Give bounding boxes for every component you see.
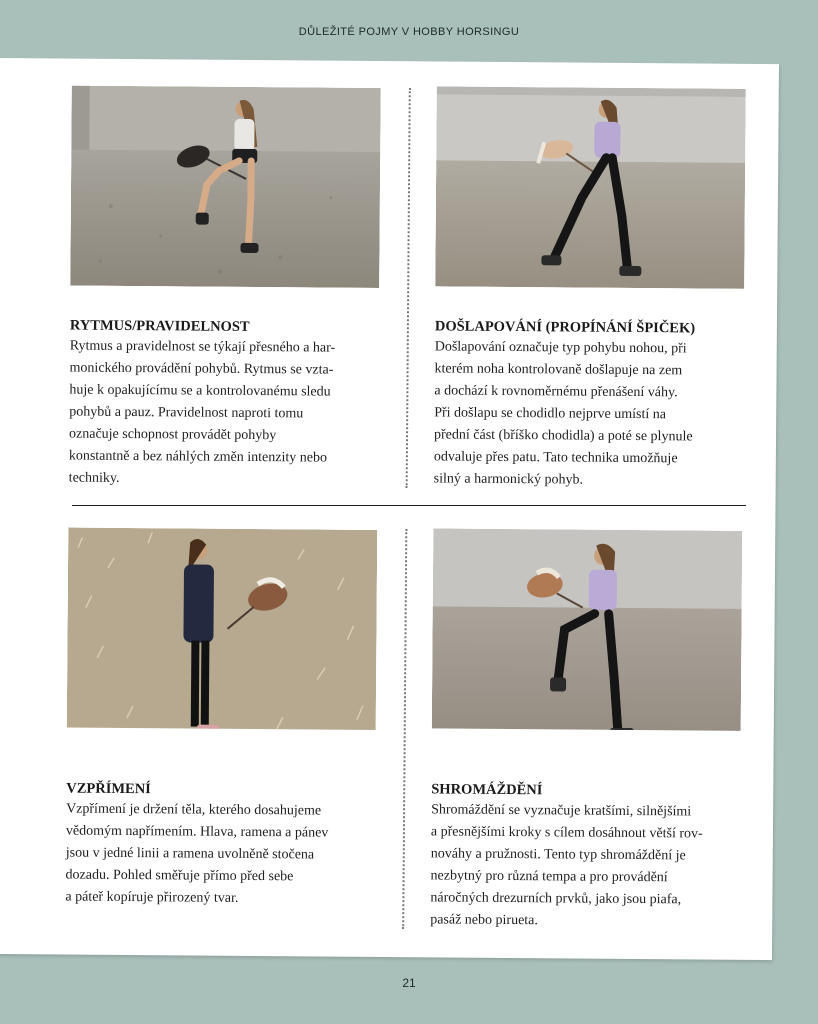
row-divider	[72, 505, 746, 506]
text-line: Shromáždění se vyznačuje kratšími, silnějšími	[431, 802, 692, 820]
text-line: pasáž nebo pirueta.	[430, 912, 538, 929]
running-header: DŮLEŽITÉ POJMY V HOBBY HORSINGU	[298, 26, 520, 38]
text-line: a dochází k rovnoměrnému přenášení váhy.	[434, 383, 678, 401]
photo-upright	[67, 528, 378, 730]
book-page	[0, 58, 779, 960]
section-body	[69, 336, 382, 492]
text-line: nováhy a pružnosti. Tento typ shromáždění je	[430, 846, 686, 864]
section-title: VZPŘÍMENÍ	[66, 780, 151, 798]
column-divider-bottom	[402, 529, 407, 929]
text-line: konstantně a bez náhlých změn intenzity nebo	[68, 448, 328, 466]
section-collection	[430, 779, 743, 933]
section-title: DOŠLAPOVÁNÍ (PROPÍNÁNÍ ŠPIČEK)	[434, 318, 696, 337]
text-line: jsou v jedné linii a ramena uvolněně stočena	[65, 845, 315, 863]
section-title: SHROMÁŽDĚNÍ	[431, 781, 543, 799]
section-upright	[65, 779, 378, 911]
section-title: RYTMUS/PRAVIDELNOST	[69, 317, 250, 335]
text-line: huje k opakujícímu se a kontrolovanému sledu	[69, 382, 331, 400]
text-line: přední část (bříško chodidla) a poté se plynule	[433, 427, 693, 445]
photo-rhythm	[70, 86, 381, 288]
text-line: Při došlapu se chodidlo nejprve umístí na	[434, 405, 667, 423]
section-rhythm	[69, 316, 382, 492]
photo-collection	[432, 528, 743, 730]
text-line: Vzpřímení je držení těla, kterého dosahujeme	[66, 801, 322, 819]
section-body	[65, 799, 378, 911]
section-toe-step	[434, 316, 747, 492]
text-line: kterém noha kontrolovaně došlapuje na zem	[434, 361, 683, 379]
text-line: a přesnějšími kroky s cílem dosáhnout větší rov-	[430, 824, 703, 842]
text-line: odvaluje přes patu. Tato technika umožňuje	[433, 449, 678, 467]
text-line: dozadu. Pohled směřuje přímo před sebe	[65, 867, 294, 885]
text-line: silný a harmonický pohyb.	[433, 471, 584, 488]
text-line: vědomým napřímením. Hlava, ramena a pánev	[65, 823, 329, 841]
text-line: označuje schopnost provádět pohyby	[68, 426, 277, 444]
column-divider-top	[406, 88, 411, 488]
section-body	[434, 336, 747, 492]
text-line: nezbytný pro různá tempa a pro provádění	[430, 868, 668, 886]
text-line: monického provádění pohybů. Rytmus se vzta-	[69, 360, 334, 378]
text-line: techniky.	[68, 470, 120, 486]
section-body	[430, 799, 743, 933]
text-line: Došlapování označuje typ pohybu nohou, při	[434, 339, 687, 357]
text-line: pohybů a pauz. Pravidelnost naproti tomu	[69, 404, 304, 422]
text-line: a páteř kopíruje přirozený tvar.	[65, 889, 239, 906]
page-number: 21	[402, 976, 416, 990]
text-line: Rytmus a pravidelnost se týkají přesného a har-	[69, 338, 336, 356]
text-line: náročných drezurních prvků, jako jsou piafa,	[430, 890, 682, 908]
photo-toe-step	[435, 86, 746, 288]
